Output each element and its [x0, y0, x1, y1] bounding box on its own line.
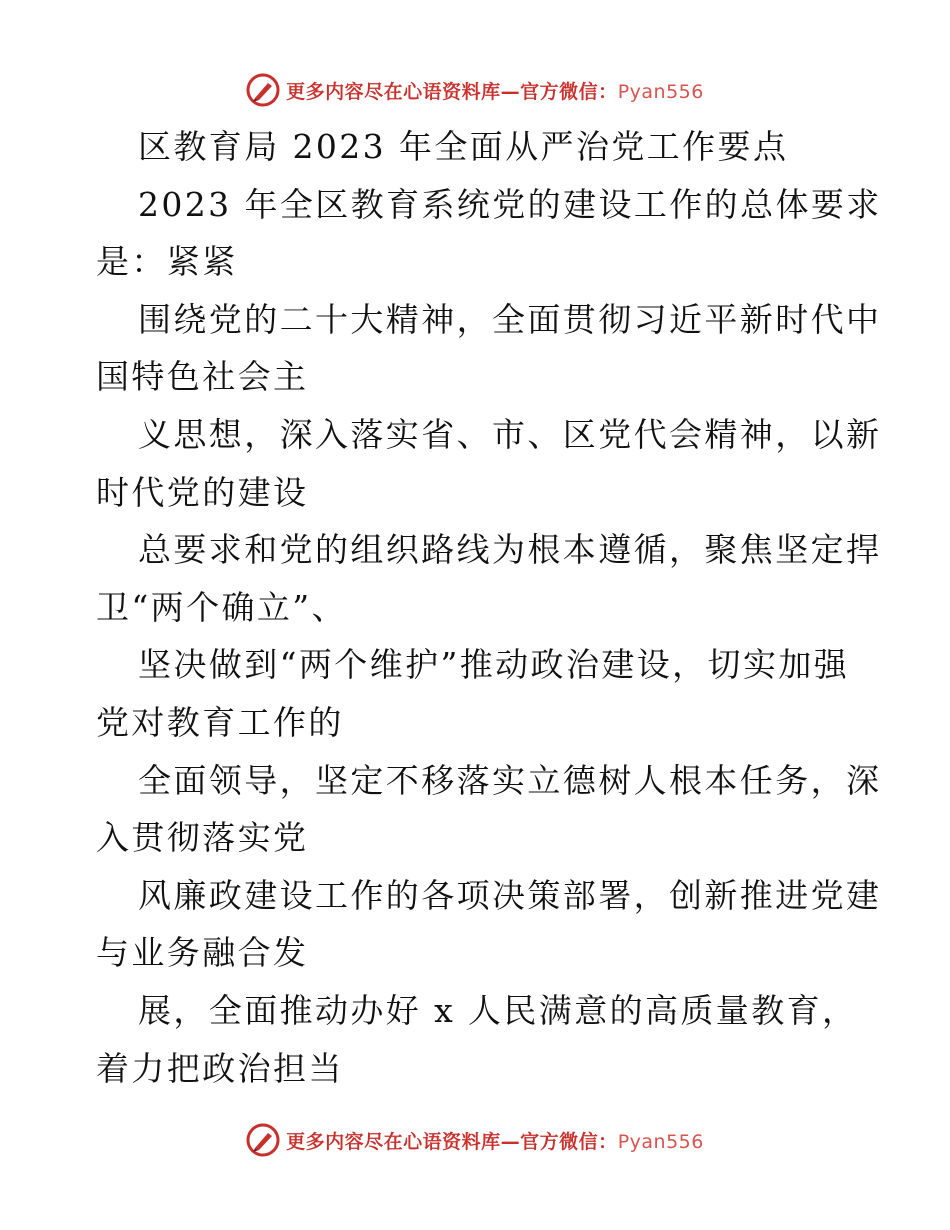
document-body [96, 118, 882, 1097]
text-line: 展，全面推动办好 x 人民满意的高质量教育， [138, 990, 858, 1030]
text-line: 总要求和党的组织路线为根本遵循，聚焦坚定捍 [138, 530, 882, 570]
text-line: 党对教育工作的 [96, 702, 344, 742]
pen-logo-icon [246, 73, 280, 107]
text-line: 区教育局 2023 年全面从严治党工作要点 [138, 127, 789, 166]
text-line: 坚决做到“两个维护”推动政治建设，切实加强 [138, 645, 850, 685]
text-line: 全面领导，坚定不移落实立德树人根本任务，深 [138, 760, 882, 800]
text-line: 时代党的建设 [96, 472, 309, 512]
text-line: 义思想，深入落实省、市、区党代会精神，以新 [138, 414, 882, 454]
text-line: 是：紧紧 [96, 242, 238, 282]
text-line: 2023 年全区教育系统党的建设工作的总体要求 [138, 184, 882, 224]
text-line: 国特色社会主 [96, 357, 309, 397]
watermark-text: 更多内容尽在心语资料库—官方微信：Pyan556 [286, 80, 704, 103]
watermark-header [0, 70, 950, 110]
text-line: 卫“两个确立”、 [96, 587, 347, 627]
pen-logo-icon [246, 1123, 280, 1157]
text-line: 与业务融合发 [96, 933, 309, 973]
watermark-text: 更多内容尽在心语资料库—官方微信：Pyan556 [286, 1130, 704, 1153]
text-line: 风廉政建设工作的各项决策部署，创新推进党建 [138, 875, 882, 915]
watermark-footer [0, 1120, 950, 1160]
text-line: 入贯彻落实党 [96, 818, 309, 858]
text-line: 着力把政治担当 [96, 1048, 344, 1088]
text-line: 围绕党的二十大精神，全面贯彻习近平新时代中 [138, 299, 882, 339]
